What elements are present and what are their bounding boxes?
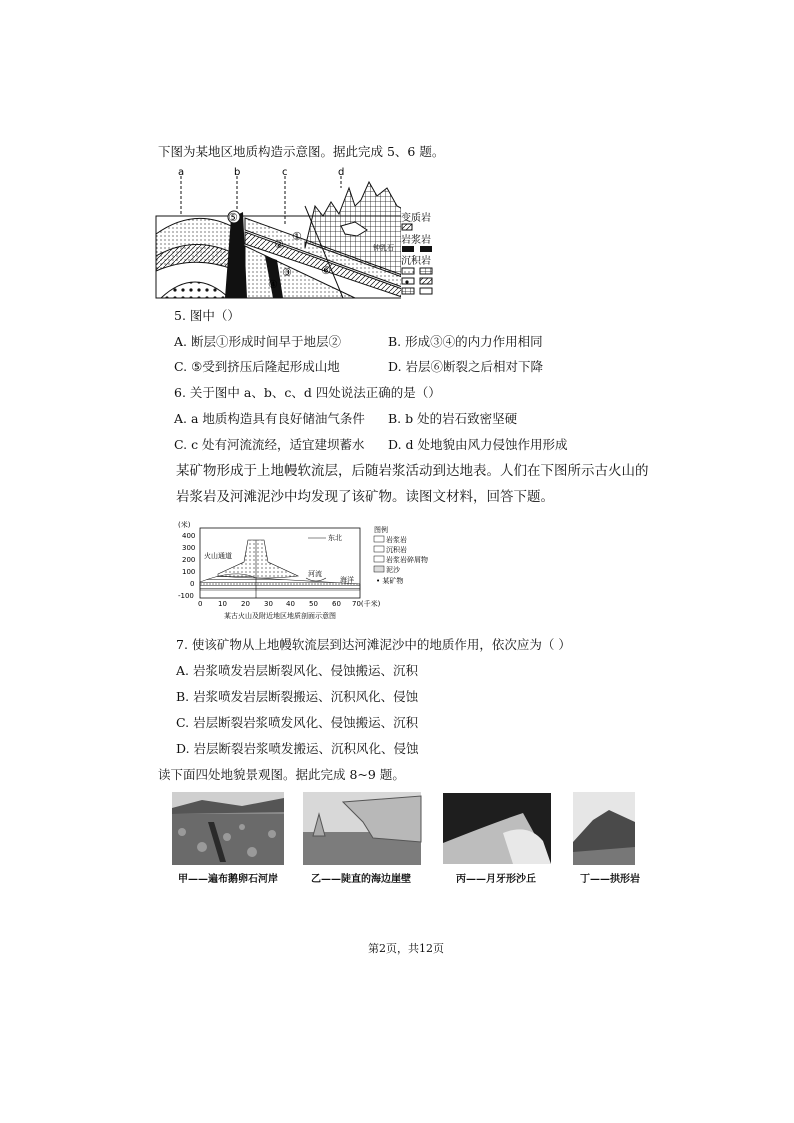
svg-text:60: 60: [332, 600, 341, 608]
label-b: b: [234, 167, 241, 178]
passage-line-1: 某矿物形成于上地幔软流层，后随岩浆活动到达地表。人们在下图所示古火山的: [176, 463, 649, 479]
q5-option-d: D. 岩层⑥断裂之后相对下降: [388, 359, 544, 374]
label-c: c: [282, 167, 288, 178]
marker-6: ⑥: [321, 264, 331, 277]
q7-option-a: A. 岩浆喷发岩层断裂风化、侵蚀搬运、沉积: [176, 663, 418, 678]
svg-text:30: 30: [264, 600, 273, 608]
svg-text:岩浆岩: 岩浆岩: [386, 536, 407, 544]
y-axis-ticks: [178, 532, 195, 600]
passage-line-2: 岩浆岩及河滩泥沙中均发现了该矿物。读图文材料，回答下题。: [176, 489, 554, 505]
q7-option-d: D. 岩层断裂岩浆喷发搬运、沉积风化、侵蚀: [176, 741, 419, 756]
svg-text:沉积岩: 沉积岩: [386, 546, 407, 554]
svg-text:泥沙: 泥沙: [386, 566, 400, 574]
legend-metamorphic: 变质岩: [401, 213, 431, 224]
profile-legend: [374, 526, 454, 596]
svg-text:• 某矿物: • 某矿物: [376, 577, 404, 585]
svg-text:岩浆岩碎屑物: 岩浆岩碎屑物: [386, 556, 428, 564]
q7-stem: 7. 使该矿物从上地幔软流层到达河滩泥沙中的地质作用，依次应为（ ）: [176, 637, 571, 652]
q6-option-b: B. b 处的岩石致密坚硬: [388, 411, 518, 426]
q6-option-a: A. a 地质构造具有良好储油气条件: [174, 411, 365, 426]
q5-stem: 5. 图中（）: [174, 308, 240, 323]
photo-arch-rock: [573, 792, 635, 865]
q7-option-b: B. 岩浆喷发岩层断裂搬运、沉积风化、侵蚀: [176, 689, 419, 704]
svg-text:70(千米): 70(千米): [352, 600, 381, 608]
svg-text:10: 10: [218, 600, 227, 608]
svg-text:300: 300: [182, 544, 196, 552]
photo-caption-ding: 丁——拱形岩: [580, 874, 640, 885]
legend-sedimentary: 沉积岩: [401, 256, 431, 267]
svg-text:100: 100: [182, 568, 196, 576]
q5-option-a: A. 断层①形成时间早于地层②: [174, 334, 341, 349]
photo-caption-yi: 乙——陡直的海边崖壁: [311, 874, 411, 885]
svg-text:0: 0: [190, 580, 195, 588]
marker-3: ③: [282, 266, 292, 279]
svg-text:200: 200: [182, 556, 196, 564]
marker-4: ④: [268, 278, 278, 291]
q5-option-b: B. 形成③④的内力作用相同: [388, 334, 543, 349]
x-axis-ticks: [198, 599, 381, 608]
photo-caption-jia: 甲——遍布鹅卵石河岸: [178, 874, 278, 885]
label-a: a: [178, 167, 185, 178]
q7-option-c: C. 岩层断裂岩浆喷发风化、侵蚀搬运、沉积: [176, 715, 419, 730]
profile-caption: 某古火山及附近地区地质剖面示意图: [224, 612, 336, 620]
photo-sea-cliff: [303, 792, 421, 865]
svg-text:40: 40: [286, 600, 295, 608]
svg-text:400: 400: [182, 532, 196, 540]
page-footer: 第2页，共12页: [368, 942, 444, 955]
legend-igneous: 岩浆岩: [401, 235, 431, 246]
label-d: d: [338, 167, 345, 178]
photo-crescent-dune: [443, 793, 551, 864]
svg-text:图例: 图例: [374, 526, 388, 534]
ocean-label: 海洋: [340, 576, 354, 584]
y-unit: (米): [178, 521, 191, 529]
stalactite-label: 钟乳石: [373, 244, 394, 252]
photo-pebble-riverbank: [172, 792, 284, 865]
svg-text:20: 20: [241, 600, 250, 608]
svg-text:50: 50: [309, 600, 318, 608]
svg-text:-100: -100: [178, 592, 194, 600]
marker-5: ⑤: [228, 211, 238, 224]
north-label: 东北: [328, 534, 342, 542]
q6-stem: 6. 关于图中 a、b、c、d 四处说法正确的是（）: [174, 385, 441, 400]
q6-option-c: C. c 处有河流流经，适宜建坝蓄水: [174, 437, 365, 452]
river-label: 河流: [308, 570, 322, 578]
intro-text-2: 读下面四处地貌景观图。据此完成 8~9 题。: [158, 767, 405, 782]
photo-caption-bing: 丙——月牙形沙丘: [456, 874, 536, 885]
marker-1: ①: [292, 230, 302, 243]
intro-text-1: 下图为某地区地质构造示意图。据此完成 5、6 题。: [158, 144, 445, 159]
q5-option-c: C. ⑤受到挤压后隆起形成山地: [174, 359, 340, 374]
q6-option-d: D. d 处地貌由风力侵蚀作用形成: [388, 437, 568, 452]
vent-label: 火山通道: [204, 552, 232, 560]
svg-text:0: 0: [198, 600, 203, 608]
geologic-structure-figure: [155, 166, 440, 300]
marker-2: ②: [274, 238, 284, 251]
